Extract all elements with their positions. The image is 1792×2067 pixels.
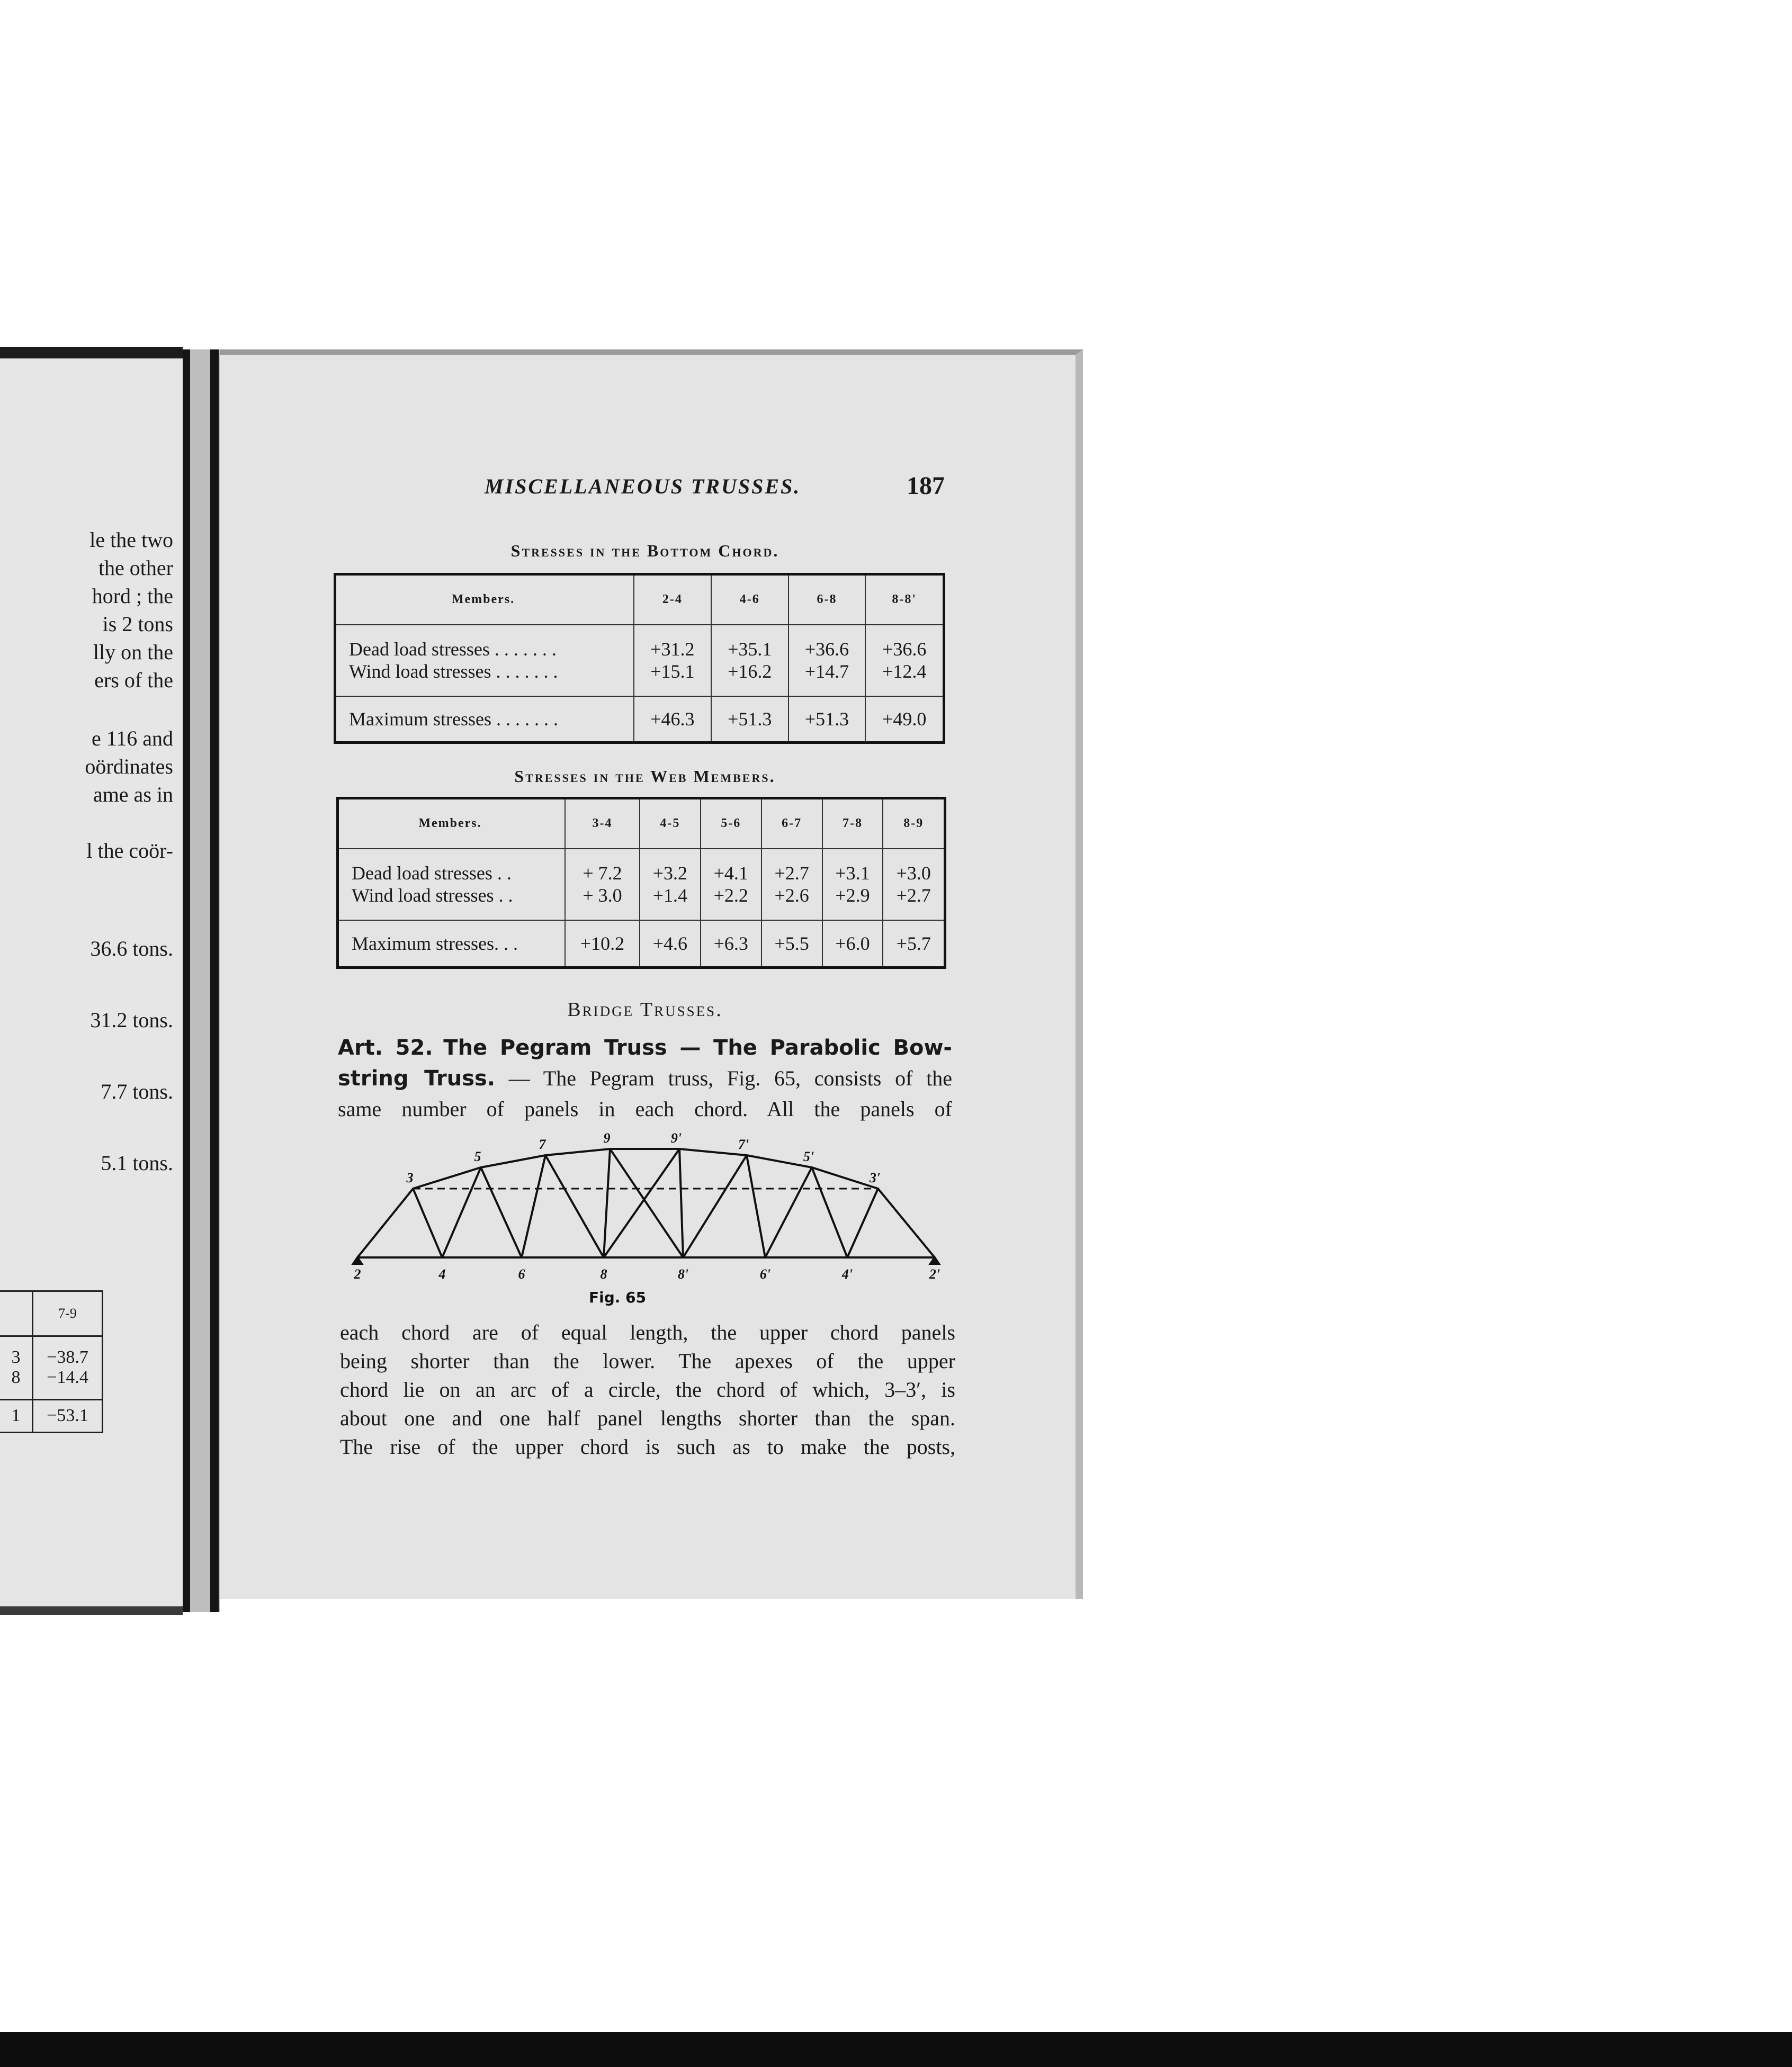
truss-node-label: 3 xyxy=(406,1170,414,1185)
row-label: Maximum stresses . . . . . . . xyxy=(335,696,634,743)
table-row xyxy=(335,696,944,743)
web-member xyxy=(413,1189,442,1257)
table-header: 8-9 xyxy=(883,798,945,849)
truss-node-label: 6' xyxy=(759,1266,771,1282)
article-title: The Pegram Truss xyxy=(443,1036,667,1060)
bottom-chord-stress-table xyxy=(334,573,945,744)
table-cell: 1 xyxy=(0,1399,33,1432)
table-cell: +3.1 +2.9 xyxy=(822,849,883,920)
web-member xyxy=(442,1167,481,1257)
left-text-line: 5.1 tons. xyxy=(101,1151,173,1175)
body-paragraph xyxy=(340,1318,955,1461)
table-cell: −53.1 xyxy=(33,1399,103,1432)
truss-node-label: 4' xyxy=(841,1266,853,1282)
table-header: 2-4 xyxy=(634,574,711,625)
truss-node-label: 2' xyxy=(929,1266,940,1282)
body-text-line: each chord are of equal length, the upper chord panels xyxy=(340,1320,955,1344)
table-header: 7-8 xyxy=(822,798,883,849)
page-edge-shadow xyxy=(0,1606,183,1615)
table-header: 4-5 xyxy=(640,798,701,849)
left-text-line: 31.2 tons. xyxy=(90,1008,173,1032)
left-text-line: is 2 tons xyxy=(102,612,173,636)
web-member xyxy=(481,1167,522,1257)
table-header: Members. xyxy=(335,574,634,625)
article-title: string Truss. xyxy=(338,1066,496,1091)
table-header: 3-4 xyxy=(565,798,640,849)
body-text-line: The rise of the upper chord is such as to make the posts, xyxy=(340,1435,955,1459)
table-cell: −38.7 −14.4 xyxy=(33,1336,103,1400)
article-text: same number of panels in each chord. All the panels of xyxy=(338,1097,952,1121)
left-text-line: ame as in xyxy=(93,783,173,806)
table-cell: +35.1 +16.2 xyxy=(711,625,789,696)
table-cell: +31.2 +15.1 xyxy=(634,625,711,696)
table-cell: +2.7 +2.6 xyxy=(761,849,822,920)
truss-node-label: 5' xyxy=(803,1149,814,1164)
body-text-line: about one and one half panel lengths shorter than the span. xyxy=(340,1406,955,1430)
row-label: Maximum stresses. . . xyxy=(338,920,566,968)
web-member xyxy=(683,1155,747,1257)
page-number: 187 xyxy=(907,472,945,500)
table-cell: +5.7 xyxy=(883,920,945,968)
table-header: 6-8 xyxy=(789,574,866,625)
table-cell: +49.0 xyxy=(865,696,944,743)
left-text-line: lly on the xyxy=(93,640,173,664)
table-cell: +6.3 xyxy=(701,920,761,968)
table-header: Members. xyxy=(338,798,566,849)
left-text-line: l the coör- xyxy=(86,839,173,862)
article-paragraph: Art. 52. The Pegram Truss — The Parabolic Bow- string Truss. — The Pegram truss, Fig. 65, consists of the same number of panels in each chord. All the panels of xyxy=(338,1032,952,1124)
web-member xyxy=(610,1149,683,1257)
body-text-line: being shorter than the lower. The apexes of the upper xyxy=(340,1349,955,1373)
pegram-truss-figure xyxy=(344,1125,953,1313)
truss-node-label: 5 xyxy=(474,1149,481,1164)
left-facing-page xyxy=(0,347,183,1615)
table-cell: +4.6 xyxy=(640,920,701,968)
table-cell: +6.0 xyxy=(822,920,883,968)
left-text-line: 7.7 tons. xyxy=(101,1080,173,1103)
web-member xyxy=(545,1155,604,1257)
article-text: — The Pegram truss, Fig. 65, consists of the xyxy=(495,1066,953,1090)
running-head: MISCELLANEOUS TRUSSES. xyxy=(485,474,801,498)
table-header: 7-9 xyxy=(33,1291,103,1336)
table-header: 8-8' xyxy=(865,574,944,625)
web-member xyxy=(604,1149,679,1257)
scan-bottom-edge xyxy=(0,2032,1792,2067)
truss-node-label: 2 xyxy=(354,1266,361,1282)
table-cell: +5.5 xyxy=(761,920,822,968)
left-text-line: le the two xyxy=(89,528,173,552)
page-edge-shadow xyxy=(0,347,183,358)
figure-caption: Fig. 65 xyxy=(589,1289,647,1306)
table-cell: +51.3 xyxy=(711,696,789,743)
table-cell: +51.3 xyxy=(789,696,866,743)
table-cell: 3 8 xyxy=(0,1336,33,1400)
row-label: Dead load stresses . . xyxy=(352,862,512,884)
web-members-stress-table xyxy=(336,797,946,969)
truss-node-label: 8 xyxy=(600,1266,607,1282)
web-member xyxy=(812,1167,847,1257)
web-member xyxy=(747,1155,765,1257)
left-text-line: oördinates xyxy=(85,754,173,778)
body-text-line: chord lie on an arc of a circle, the chord of which, 3–3′, is xyxy=(340,1378,955,1401)
web-member xyxy=(679,1149,683,1257)
row-label: Wind load stresses . . xyxy=(352,885,513,906)
table-cell: +36.6 +14.7 xyxy=(789,625,866,696)
table-row xyxy=(338,849,945,920)
table-cell: +10.2 xyxy=(565,920,640,968)
row-label: Dead load stresses . . . . . . . xyxy=(349,639,557,660)
table-cell: +4.1 +2.2 xyxy=(701,849,761,920)
left-text-line: 36.6 tons. xyxy=(90,937,173,960)
truss-node-label: 4 xyxy=(438,1266,446,1282)
table-header: 6-7 xyxy=(761,798,822,849)
truss-node-label: 8' xyxy=(677,1266,689,1282)
table-cell: +36.6 +12.4 xyxy=(865,625,944,696)
section-heading: Bridge Trusses. xyxy=(567,999,723,1021)
table-header: 5-6 xyxy=(701,798,761,849)
web-member xyxy=(847,1189,878,1257)
left-text-line: the other xyxy=(98,556,173,580)
web-member xyxy=(522,1155,545,1257)
row-label: Wind load stresses . . . . . . . xyxy=(349,661,558,682)
article-number: Art. 52. xyxy=(338,1036,433,1060)
table-cell: +46.3 xyxy=(634,696,711,743)
truss-node-label: 7' xyxy=(738,1137,749,1152)
table-cell: + 7.2 + 3.0 xyxy=(565,849,640,920)
table-cell: +3.2 +1.4 xyxy=(640,849,701,920)
left-text-line: e 116 and xyxy=(91,726,173,750)
web-member xyxy=(765,1167,812,1257)
web-members-table-title: Stresses in the Web Members. xyxy=(514,767,776,786)
table-row xyxy=(335,625,944,696)
truss-node-label: 9 xyxy=(603,1130,611,1146)
table-cell: +3.0 +2.7 xyxy=(883,849,945,920)
truss-node-label: 3' xyxy=(869,1170,881,1185)
left-stress-table-fragment xyxy=(0,1290,103,1433)
left-text-line: hord ; the xyxy=(92,584,173,608)
bottom-chord-table-title: Stresses in the Bottom Chord. xyxy=(510,541,779,560)
left-text-line: ers of the xyxy=(94,668,173,692)
article-title: The Parabolic Bow- xyxy=(713,1036,952,1060)
table-header: 4-6 xyxy=(711,574,789,625)
truss-node-label: 9' xyxy=(670,1130,682,1146)
table-row xyxy=(338,920,945,968)
web-member xyxy=(604,1149,610,1257)
truss-node-label: 7 xyxy=(539,1137,546,1152)
truss-node-label: 6 xyxy=(518,1266,525,1282)
book-spine xyxy=(183,349,220,1612)
